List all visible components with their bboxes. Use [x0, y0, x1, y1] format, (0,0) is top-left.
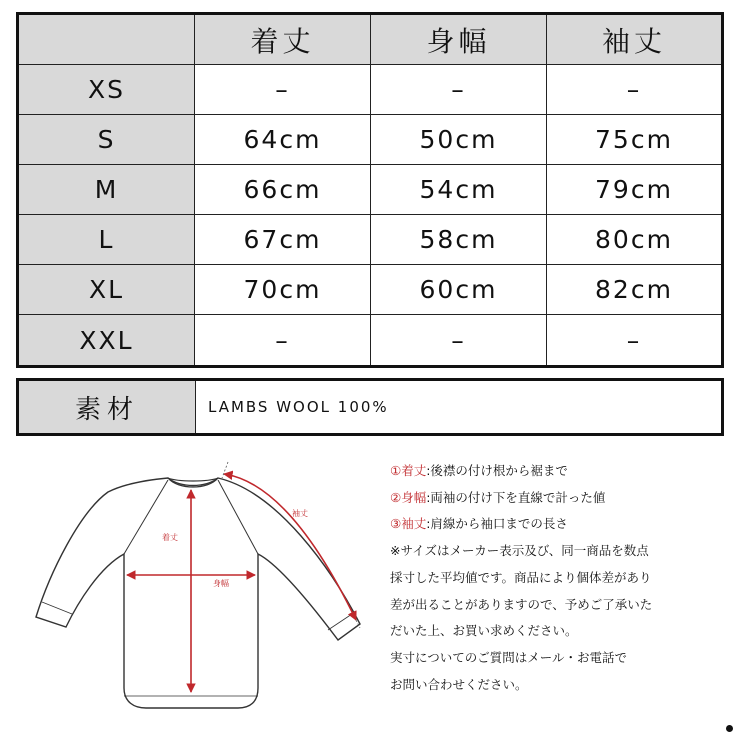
length-l: 67cm [195, 215, 371, 265]
length-xxl: – [195, 315, 371, 365]
size-table [16, 12, 724, 368]
note-length-text: :後襟の付け根から裾まで [426, 463, 568, 478]
sleeve-label: 袖丈 [292, 509, 308, 518]
disclaimer-line-6: お問い合わせください。 [390, 676, 528, 692]
width-xl: 60cm [371, 265, 547, 315]
disclaimer-line-4: だいた上、お買い求めください。 [390, 623, 578, 639]
disclaimer-line-5: 実寸についてのご質問はメール・お電話で [390, 649, 628, 665]
size-label-xxl: XXL [19, 315, 195, 365]
length-label: 着丈 [162, 533, 178, 542]
size-label-s: S [19, 115, 195, 165]
sleeve-xs: – [547, 65, 721, 115]
width-label: 身幅 [213, 579, 229, 588]
note-width-key: ②身幅 [390, 489, 427, 505]
size-label-xl: XL [19, 265, 195, 315]
note-length [390, 458, 730, 485]
width-xxl: – [371, 315, 547, 365]
width-s: 50cm [371, 115, 547, 165]
material-table [16, 378, 724, 436]
disclaimer-line-1: ※サイズはメーカー表示及び、同一商品を数点 [390, 543, 649, 559]
size-label-l: L [19, 215, 195, 265]
header-length: 着丈 [195, 15, 371, 65]
note-sleeve-text: :肩線から袖口までの長さ [426, 516, 568, 532]
width-m: 54cm [371, 165, 547, 215]
sleeve-s: 75cm [547, 115, 721, 165]
disclaimer-line-3: 差が出ることがありますので、予めご了承いた [390, 596, 653, 612]
header-corner [19, 15, 195, 65]
note-sleeve-key: ③袖丈 [390, 516, 427, 532]
sleeve-xl: 82cm [547, 265, 721, 315]
sweater-outline-icon [36, 478, 360, 708]
width-l: 58cm [371, 215, 547, 265]
length-m: 66cm [195, 165, 371, 215]
material-label: 素材 [19, 381, 196, 433]
material-value: LAMBS WOOL 100% [208, 398, 389, 416]
sleeve-arrow [224, 474, 356, 620]
note-width-text: :両袖の付け下を直線で計った値 [426, 489, 606, 505]
disclaimer-line-2: 採寸した平均値です。商品により個体差があり [390, 569, 652, 585]
size-label-xs: XS [19, 65, 195, 115]
width-xs: – [371, 65, 547, 115]
sleeve-l: 80cm [547, 215, 721, 265]
sleeve-xxl: – [626, 325, 642, 355]
length-s: 64cm [195, 115, 371, 165]
note-length-key: ①着丈 [390, 463, 427, 478]
length-xl: 70cm [195, 265, 371, 315]
corner-dot [726, 725, 733, 732]
note-sleeve [390, 511, 730, 538]
garment-diagram [28, 452, 388, 722]
length-xs: – [195, 65, 371, 115]
size-label-m: M [19, 165, 195, 215]
sleeve-m: 79cm [547, 165, 721, 215]
measurement-notes [390, 458, 730, 698]
header-sleeve: 袖丈 [547, 15, 721, 65]
note-width [390, 485, 730, 512]
header-width: 身幅 [371, 15, 547, 65]
